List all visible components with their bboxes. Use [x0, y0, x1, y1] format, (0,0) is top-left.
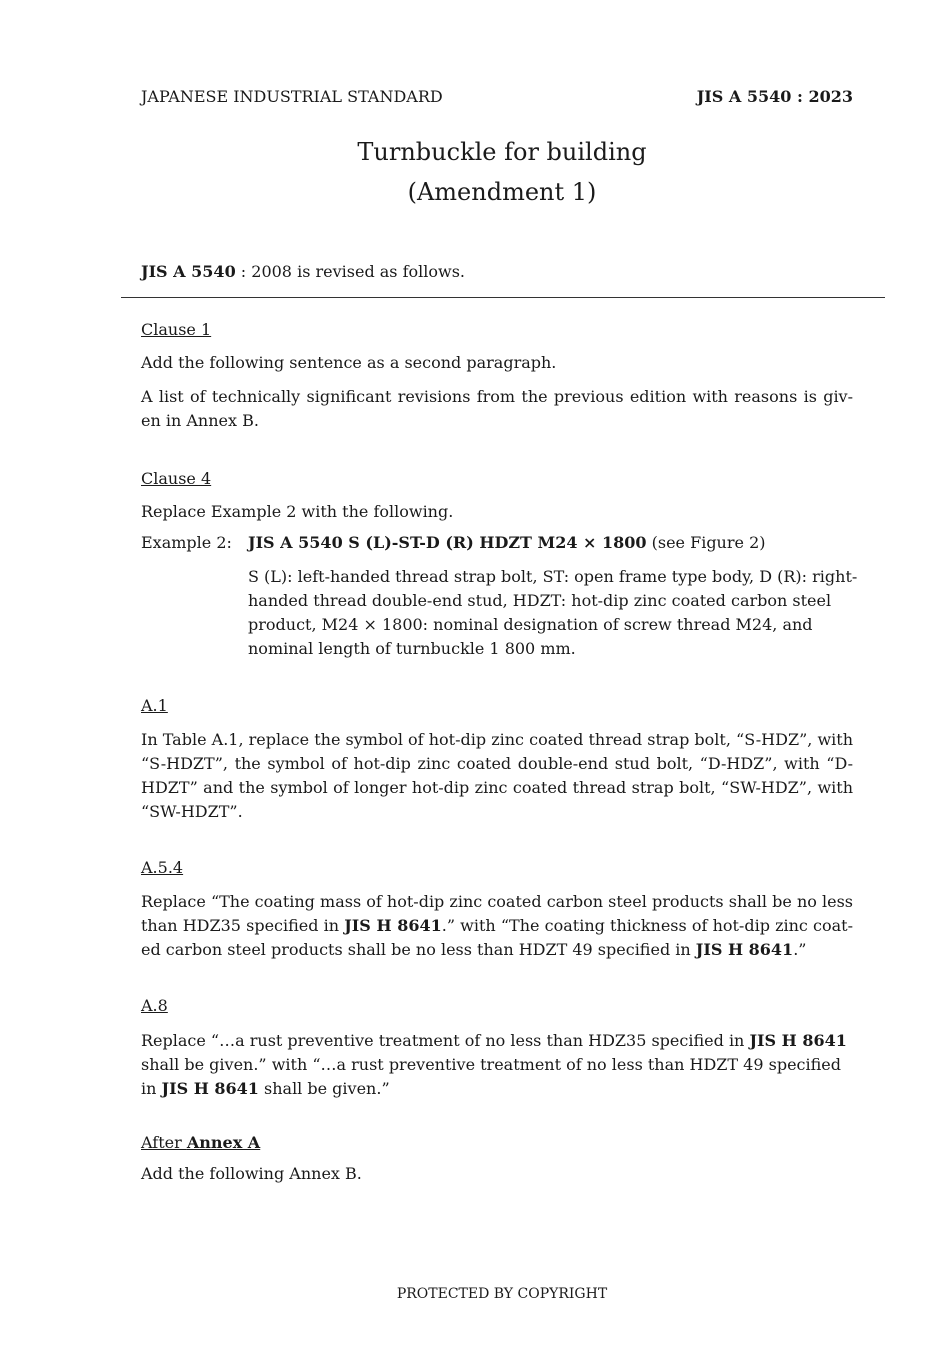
a8-ref2: JIS H 8641 — [161, 1079, 259, 1098]
a54-text-part3: .” — [793, 940, 807, 959]
a8-ref1: JIS H 8641 — [749, 1031, 847, 1050]
intro-text: : 2008 is revised as follows. — [235, 262, 466, 281]
example-label: Example 2: — [141, 533, 232, 552]
intro-statement — [141, 262, 465, 281]
a54-text — [141, 890, 853, 962]
a8-heading: A.8 — [141, 996, 168, 1015]
a1-text: In Table A.1, replace the symbol of hot-dip zinc coated thread strap bolt, “S-HDZ”, with “S-HDZT”, the symbol of hot-dip zinc coated double-end stud bolt, “D-HDZ”, with “D-HDZT” and the symbol of longer hot-dip zinc coated thread strap bolt, “SW-HDZ”, with “SW-HDZT”. — [141, 730, 853, 821]
a54-ref1: JIS H 8641 — [344, 916, 442, 935]
copyright-footer: PROTECTED BY COPYRIGHT — [396, 1286, 608, 1302]
a8-text-part2: shall be given.” with “…a rust preventive treatment of no less than HDZT 49 specified in — [141, 1055, 842, 1098]
document-title: Turnbuckle for building — [357, 138, 647, 166]
intro-standard-ref: JIS A 5540 — [141, 262, 236, 281]
a1-heading: A.1 — [141, 696, 168, 715]
a8-text-part1: Replace “…a rust preventive treatment of no less than HDZ35 specified in — [141, 1031, 750, 1050]
example-description: S (L): left-handed thread strap bolt, ST: open frame type body, D (R): right-handed thread double-end stud, HDZT: hot-dip zinc coated carbon steel product, M24 × 1800: nominal designation of screw thread M24, and nominal length of turnbuckle 1 800 mm. — [248, 567, 858, 658]
example-figure-ref: (see Figure 2) — [646, 533, 766, 552]
clause1-added-text: A list of technically significant revisions from the previous edition with reasons is giv-en in Annex B. — [141, 387, 853, 430]
clause1-heading: Clause 1 — [141, 320, 212, 339]
clause4-heading: Clause 4 — [141, 469, 212, 488]
a54-text-part1: Replace “The coating mass of hot-dip zinc coated carbon steel products shall be no less than HDZ35 specified in — [141, 892, 853, 935]
clause4-instruction: Replace Example 2 with the following. — [141, 502, 454, 521]
clause1-instruction: Add the following sentence as a second paragraph. — [141, 353, 557, 372]
after-annex-text: Add the following Annex B. — [141, 1164, 362, 1183]
a54-heading: A.5.4 — [141, 858, 184, 877]
a54-text-part2: .” with “The coating thickness of hot-dip zinc coat-ed carbon steel products shall be no less than HDZT 49 specified in — [141, 916, 854, 959]
after-annex-prefix: After — [141, 1133, 187, 1152]
a54-ref2: JIS H 8641 — [695, 940, 794, 959]
header-standard-number: JIS A 5540 : 2023 — [696, 87, 853, 106]
a8-text — [141, 1029, 853, 1101]
a8-text-part3: shall be given.” — [258, 1079, 390, 1098]
example-designation — [248, 533, 765, 552]
header-standard-name: JAPANESE INDUSTRIAL STANDARD — [141, 87, 443, 106]
divider — [121, 297, 885, 298]
example-code: JIS A 5540 S (L)-ST-D (R) HDZT M24 × 1800 — [248, 533, 647, 552]
document-subtitle: (Amendment 1) — [407, 178, 597, 206]
after-annex-ref: Annex A — [186, 1133, 261, 1152]
after-annex-heading — [141, 1133, 260, 1152]
